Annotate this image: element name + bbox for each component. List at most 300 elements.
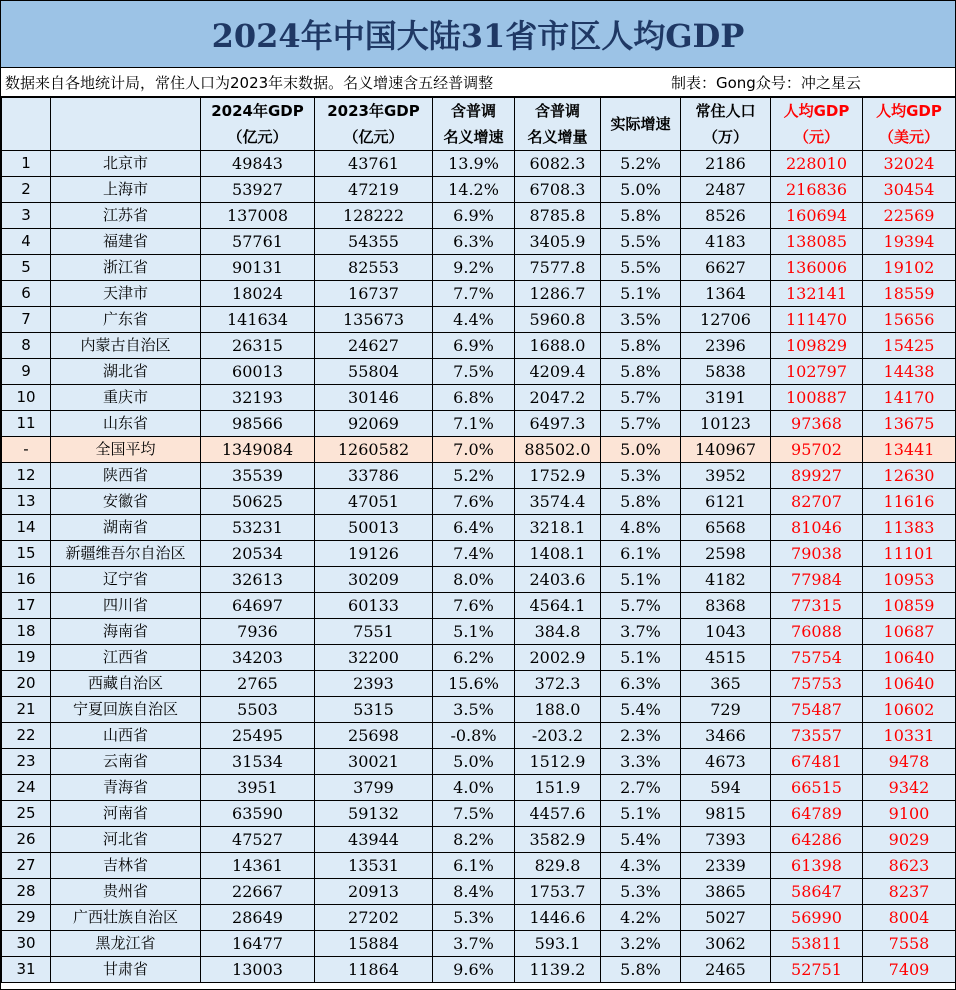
table-row <box>2 515 956 541</box>
population-cell: 2465 <box>681 957 771 983</box>
per-capita-usd-cell: 10602 <box>863 697 956 723</box>
real-growth-cell: 2.7% <box>601 775 681 801</box>
province-name-cell: 重庆市 <box>51 385 201 411</box>
gdp2024-cell: 18024 <box>201 281 315 307</box>
nominal-increase-cell: 1752.9 <box>515 463 601 489</box>
province-name-cell: 甘肃省 <box>51 957 201 983</box>
nominal-growth-cell: 6.4% <box>433 515 515 541</box>
table-row <box>2 255 956 281</box>
population-cell: 4183 <box>681 229 771 255</box>
gdp2024-cell: 25495 <box>201 723 315 749</box>
gdp2023-cell: 30209 <box>315 567 433 593</box>
population-cell: 6627 <box>681 255 771 281</box>
gdp2024-cell: 3951 <box>201 775 315 801</box>
gdp2023-cell: 47051 <box>315 489 433 515</box>
table-row <box>2 541 956 567</box>
nominal-increase-cell: 6082.3 <box>515 151 601 177</box>
gdp2023-cell: 2393 <box>315 671 433 697</box>
table-row <box>2 229 956 255</box>
rank-cell: 20 <box>2 671 51 697</box>
nominal-growth-cell: -0.8% <box>433 723 515 749</box>
per-capita-usd-cell: 10687 <box>863 619 956 645</box>
per-capita-usd-cell: 10640 <box>863 645 956 671</box>
header-rank <box>2 98 51 125</box>
table-row <box>2 411 956 437</box>
gdp2023-cell: 59132 <box>315 801 433 827</box>
nominal-increase-cell: 4209.4 <box>515 359 601 385</box>
gdp2024-cell: 22667 <box>201 879 315 905</box>
header-gdp2023-line2: （亿元） <box>315 124 433 151</box>
gdp2023-cell: 54355 <box>315 229 433 255</box>
population-cell: 10123 <box>681 411 771 437</box>
real-growth-cell: 5.1% <box>601 567 681 593</box>
gdp2023-cell: 33786 <box>315 463 433 489</box>
nominal-growth-cell: 4.4% <box>433 307 515 333</box>
population-cell: 365 <box>681 671 771 697</box>
table-row <box>2 307 956 333</box>
gdp2023-cell: 30021 <box>315 749 433 775</box>
header-name <box>51 98 201 125</box>
header-nominal-growth-line2: 名义增速 <box>433 124 515 151</box>
per-capita-cny-cell: 53811 <box>771 931 863 957</box>
nominal-growth-cell: 4.0% <box>433 775 515 801</box>
rank-cell: 2 <box>2 177 51 203</box>
header-nominal-growth-line1: 含普调 <box>433 98 515 125</box>
province-name-cell: 江西省 <box>51 645 201 671</box>
province-name-cell: 江苏省 <box>51 203 201 229</box>
nominal-growth-cell: 7.5% <box>433 801 515 827</box>
rank-cell: 8 <box>2 333 51 359</box>
province-name-cell: 西藏自治区 <box>51 671 201 697</box>
gdp2023-cell: 128222 <box>315 203 433 229</box>
population-cell: 2598 <box>681 541 771 567</box>
population-cell: 3191 <box>681 385 771 411</box>
nominal-growth-cell: 15.6% <box>433 671 515 697</box>
per-capita-cny-cell: 64286 <box>771 827 863 853</box>
table-row <box>2 463 956 489</box>
population-cell: 140967 <box>681 437 771 463</box>
per-capita-usd-cell: 9100 <box>863 801 956 827</box>
real-growth-cell: 5.3% <box>601 463 681 489</box>
table-row <box>2 775 956 801</box>
population-cell: 4182 <box>681 567 771 593</box>
per-capita-usd-cell: 30454 <box>863 177 956 203</box>
real-growth-cell: 3.3% <box>601 749 681 775</box>
gdp2023-cell: 19126 <box>315 541 433 567</box>
per-capita-cny-cell: 81046 <box>771 515 863 541</box>
nominal-growth-cell: 6.3% <box>433 229 515 255</box>
province-name-cell: 贵州省 <box>51 879 201 905</box>
table-row <box>2 177 956 203</box>
rank-cell: 10 <box>2 385 51 411</box>
table-row <box>2 723 956 749</box>
province-name-cell: 广西壮族自治区 <box>51 905 201 931</box>
gdp2024-cell: 90131 <box>201 255 315 281</box>
gdp2023-cell: 50013 <box>315 515 433 541</box>
per-capita-usd-cell: 13441 <box>863 437 956 463</box>
population-cell: 8368 <box>681 593 771 619</box>
header-gdp2023-line1: 2023年GDP <box>315 98 433 125</box>
rank-cell: 22 <box>2 723 51 749</box>
province-name-cell: 上海市 <box>51 177 201 203</box>
per-capita-usd-cell: 14438 <box>863 359 956 385</box>
per-capita-cny-cell: 89927 <box>771 463 863 489</box>
nominal-growth-cell: 8.4% <box>433 879 515 905</box>
population-cell: 1043 <box>681 619 771 645</box>
province-name-cell: 湖北省 <box>51 359 201 385</box>
gdp2024-cell: 20534 <box>201 541 315 567</box>
population-cell: 3466 <box>681 723 771 749</box>
nominal-increase-cell: 3405.9 <box>515 229 601 255</box>
table-body <box>2 151 956 983</box>
gdp2023-cell: 43944 <box>315 827 433 853</box>
per-capita-usd-cell: 18559 <box>863 281 956 307</box>
rank-cell: 28 <box>2 879 51 905</box>
per-capita-usd-cell: 10331 <box>863 723 956 749</box>
real-growth-cell: 5.8% <box>601 957 681 983</box>
header-nominal-increase-line1: 含普调 <box>515 98 601 125</box>
nominal-increase-cell: 188.0 <box>515 697 601 723</box>
per-capita-cny-cell: 52751 <box>771 957 863 983</box>
real-growth-cell: 5.1% <box>601 645 681 671</box>
real-growth-cell: 5.2% <box>601 151 681 177</box>
population-cell: 12706 <box>681 307 771 333</box>
gdp2024-cell: 53231 <box>201 515 315 541</box>
nominal-increase-cell: 88502.0 <box>515 437 601 463</box>
province-name-cell: 宁夏回族自治区 <box>51 697 201 723</box>
real-growth-cell: 6.3% <box>601 671 681 697</box>
per-capita-cny-cell: 79038 <box>771 541 863 567</box>
per-capita-usd-cell: 19102 <box>863 255 956 281</box>
population-cell: 4673 <box>681 749 771 775</box>
nominal-growth-cell: 6.9% <box>433 203 515 229</box>
per-capita-cny-cell: 66515 <box>771 775 863 801</box>
rank-cell: 3 <box>2 203 51 229</box>
population-cell: 2339 <box>681 853 771 879</box>
population-cell: 594 <box>681 775 771 801</box>
rank-cell: 17 <box>2 593 51 619</box>
per-capita-cny-cell: 77315 <box>771 593 863 619</box>
per-capita-usd-cell: 10953 <box>863 567 956 593</box>
header-population-line2: （万） <box>681 124 771 151</box>
gdp2023-cell: 20913 <box>315 879 433 905</box>
nominal-increase-cell: 2047.2 <box>515 385 601 411</box>
table-row <box>2 957 956 983</box>
per-capita-cny-cell: 100887 <box>771 385 863 411</box>
per-capita-cny-cell: 216836 <box>771 177 863 203</box>
gdp2024-cell: 5503 <box>201 697 315 723</box>
real-growth-cell: 3.5% <box>601 307 681 333</box>
rank-cell: 11 <box>2 411 51 437</box>
gdp2024-cell: 49843 <box>201 151 315 177</box>
gdp2023-cell: 24627 <box>315 333 433 359</box>
per-capita-usd-cell: 11616 <box>863 489 956 515</box>
population-cell: 2186 <box>681 151 771 177</box>
province-name-cell: 山西省 <box>51 723 201 749</box>
province-name-cell: 海南省 <box>51 619 201 645</box>
per-capita-cny-cell: 97368 <box>771 411 863 437</box>
per-capita-usd-cell: 10640 <box>863 671 956 697</box>
province-name-cell: 北京市 <box>51 151 201 177</box>
real-growth-cell: 5.8% <box>601 489 681 515</box>
page-title: 2024年中国大陆31省市区人均GDP <box>1 1 955 68</box>
per-capita-usd-cell: 8237 <box>863 879 956 905</box>
rank-cell: 19 <box>2 645 51 671</box>
nominal-increase-cell: 8785.8 <box>515 203 601 229</box>
rank-cell: 21 <box>2 697 51 723</box>
real-growth-cell: 5.8% <box>601 333 681 359</box>
gdp2023-cell: 135673 <box>315 307 433 333</box>
table-row <box>2 359 956 385</box>
table-row <box>2 151 956 177</box>
nominal-increase-cell: 372.3 <box>515 671 601 697</box>
gdp2023-cell: 92069 <box>315 411 433 437</box>
gdp2024-cell: 13003 <box>201 957 315 983</box>
nominal-increase-cell: 593.1 <box>515 931 601 957</box>
real-growth-cell: 5.5% <box>601 255 681 281</box>
nominal-increase-cell: 151.9 <box>515 775 601 801</box>
nominal-growth-cell: 7.4% <box>433 541 515 567</box>
per-capita-usd-cell: 7558 <box>863 931 956 957</box>
table-row <box>2 879 956 905</box>
nominal-increase-cell: 1446.6 <box>515 905 601 931</box>
rank-cell: 1 <box>2 151 51 177</box>
rank-cell: 14 <box>2 515 51 541</box>
gdp2023-cell: 43761 <box>315 151 433 177</box>
gdp2023-cell: 30146 <box>315 385 433 411</box>
table-row <box>2 645 956 671</box>
gdp2024-cell: 57761 <box>201 229 315 255</box>
province-name-cell: 陕西省 <box>51 463 201 489</box>
nominal-increase-cell: 1753.7 <box>515 879 601 905</box>
nominal-increase-cell: 5960.8 <box>515 307 601 333</box>
nominal-increase-cell: 1286.7 <box>515 281 601 307</box>
nominal-increase-cell: 6497.3 <box>515 411 601 437</box>
province-name-cell: 四川省 <box>51 593 201 619</box>
nominal-growth-cell: 7.1% <box>433 411 515 437</box>
real-growth-cell: 4.8% <box>601 515 681 541</box>
per-capita-cny-cell: 82707 <box>771 489 863 515</box>
gdp2024-cell: 16477 <box>201 931 315 957</box>
rank-cell: 9 <box>2 359 51 385</box>
gdp2024-cell: 64697 <box>201 593 315 619</box>
population-cell: 1364 <box>681 281 771 307</box>
per-capita-cny-cell: 102797 <box>771 359 863 385</box>
gdp2023-cell: 3799 <box>315 775 433 801</box>
table-row <box>2 697 956 723</box>
per-capita-cny-cell: 75487 <box>771 697 863 723</box>
rank-cell: 23 <box>2 749 51 775</box>
header-rank-blank <box>2 124 51 151</box>
real-growth-cell: 5.3% <box>601 879 681 905</box>
nominal-increase-cell: 3574.4 <box>515 489 601 515</box>
rank-cell: 30 <box>2 931 51 957</box>
rank-cell: 31 <box>2 957 51 983</box>
province-name-cell: 云南省 <box>51 749 201 775</box>
table-row <box>2 567 956 593</box>
gdp2023-cell: 16737 <box>315 281 433 307</box>
nominal-growth-cell: 5.3% <box>433 905 515 931</box>
nominal-growth-cell: 6.2% <box>433 645 515 671</box>
header-per-capita-usd-line2: （美元） <box>863 124 956 151</box>
population-cell: 6568 <box>681 515 771 541</box>
nominal-growth-cell: 7.6% <box>433 593 515 619</box>
per-capita-cny-cell: 58647 <box>771 879 863 905</box>
per-capita-cny-cell: 75753 <box>771 671 863 697</box>
real-growth-cell: 5.8% <box>601 203 681 229</box>
rank-cell: 29 <box>2 905 51 931</box>
gdp2023-cell: 5315 <box>315 697 433 723</box>
real-growth-cell: 5.7% <box>601 411 681 437</box>
table-row <box>2 749 956 775</box>
per-capita-cny-cell: 75754 <box>771 645 863 671</box>
province-name-cell: 山东省 <box>51 411 201 437</box>
real-growth-cell: 2.3% <box>601 723 681 749</box>
gdp2023-cell: 1260582 <box>315 437 433 463</box>
nominal-increase-cell: 2403.6 <box>515 567 601 593</box>
table-row <box>2 853 956 879</box>
per-capita-cny-cell: 95702 <box>771 437 863 463</box>
nominal-growth-cell: 3.7% <box>433 931 515 957</box>
nominal-growth-cell: 8.0% <box>433 567 515 593</box>
population-cell: 6121 <box>681 489 771 515</box>
nominal-increase-cell: 6708.3 <box>515 177 601 203</box>
province-name-cell: 全国平均 <box>51 437 201 463</box>
gdp2024-cell: 47527 <box>201 827 315 853</box>
per-capita-usd-cell: 11101 <box>863 541 956 567</box>
population-cell: 9815 <box>681 801 771 827</box>
nominal-increase-cell: 3582.9 <box>515 827 601 853</box>
header-gdp2024-line1: 2024年GDP <box>201 98 315 125</box>
author-note: 制表：Gong众号：冲之星云 <box>671 73 861 92</box>
per-capita-usd-cell: 22569 <box>863 203 956 229</box>
province-name-cell: 安徽省 <box>51 489 201 515</box>
per-capita-usd-cell: 9029 <box>863 827 956 853</box>
rank-cell: 5 <box>2 255 51 281</box>
nominal-increase-cell: 829.8 <box>515 853 601 879</box>
gdp2023-cell: 82553 <box>315 255 433 281</box>
per-capita-usd-cell: 8623 <box>863 853 956 879</box>
per-capita-usd-cell: 19394 <box>863 229 956 255</box>
per-capita-usd-cell: 32024 <box>863 151 956 177</box>
gdp2024-cell: 32613 <box>201 567 315 593</box>
nominal-growth-cell: 9.2% <box>433 255 515 281</box>
per-capita-usd-cell: 9478 <box>863 749 956 775</box>
gdp-table <box>1 97 956 983</box>
nominal-increase-cell: 1512.9 <box>515 749 601 775</box>
population-cell: 4515 <box>681 645 771 671</box>
gdp2023-cell: 47219 <box>315 177 433 203</box>
header-real-growth: 实际增速 <box>601 98 681 151</box>
gdp2024-cell: 34203 <box>201 645 315 671</box>
gdp2024-cell: 14361 <box>201 853 315 879</box>
per-capita-usd-cell: 15425 <box>863 333 956 359</box>
gdp2023-cell: 32200 <box>315 645 433 671</box>
gdp2023-cell: 11864 <box>315 957 433 983</box>
population-cell: 3952 <box>681 463 771 489</box>
population-cell: 3062 <box>681 931 771 957</box>
header-name-blank <box>51 124 201 151</box>
rank-cell: 12 <box>2 463 51 489</box>
nominal-growth-cell: 6.9% <box>433 333 515 359</box>
nominal-increase-cell: 4564.1 <box>515 593 601 619</box>
gdp2024-cell: 1349084 <box>201 437 315 463</box>
province-name-cell: 浙江省 <box>51 255 201 281</box>
table-row <box>2 619 956 645</box>
real-growth-cell: 3.2% <box>601 931 681 957</box>
real-growth-cell: 5.8% <box>601 359 681 385</box>
province-name-cell: 河北省 <box>51 827 201 853</box>
province-name-cell: 湖南省 <box>51 515 201 541</box>
source-note-row <box>1 68 955 97</box>
real-growth-cell: 3.7% <box>601 619 681 645</box>
per-capita-usd-cell: 15656 <box>863 307 956 333</box>
per-capita-cny-cell: 76088 <box>771 619 863 645</box>
gdp2023-cell: 13531 <box>315 853 433 879</box>
nominal-growth-cell: 7.5% <box>433 359 515 385</box>
header-nominal-increase-line2: 名义增量 <box>515 124 601 151</box>
header-per-capita-cny-line1: 人均GDP <box>771 98 863 125</box>
per-capita-cny-cell: 228010 <box>771 151 863 177</box>
real-growth-cell: 5.4% <box>601 827 681 853</box>
rank-cell: 16 <box>2 567 51 593</box>
nominal-increase-cell: 1688.0 <box>515 333 601 359</box>
gdp2024-cell: 53927 <box>201 177 315 203</box>
per-capita-usd-cell: 10859 <box>863 593 956 619</box>
nominal-increase-cell: 4457.6 <box>515 801 601 827</box>
per-capita-cny-cell: 56990 <box>771 905 863 931</box>
table-row <box>2 281 956 307</box>
per-capita-usd-cell: 9342 <box>863 775 956 801</box>
real-growth-cell: 5.0% <box>601 437 681 463</box>
nominal-growth-cell: 5.2% <box>433 463 515 489</box>
rank-cell: 26 <box>2 827 51 853</box>
real-growth-cell: 4.3% <box>601 853 681 879</box>
population-cell: 2487 <box>681 177 771 203</box>
per-capita-cny-cell: 160694 <box>771 203 863 229</box>
province-name-cell: 吉林省 <box>51 853 201 879</box>
per-capita-cny-cell: 132141 <box>771 281 863 307</box>
per-capita-cny-cell: 77984 <box>771 567 863 593</box>
nominal-growth-cell: 6.1% <box>433 853 515 879</box>
gdp2024-cell: 137008 <box>201 203 315 229</box>
gdp2024-cell: 141634 <box>201 307 315 333</box>
header-population-line1: 常住人口 <box>681 98 771 125</box>
nominal-increase-cell: 7577.8 <box>515 255 601 281</box>
table-row <box>2 671 956 697</box>
rank-cell: - <box>2 437 51 463</box>
nominal-increase-cell: 1139.2 <box>515 957 601 983</box>
nominal-growth-cell: 9.6% <box>433 957 515 983</box>
per-capita-cny-cell: 109829 <box>771 333 863 359</box>
per-capita-usd-cell: 12630 <box>863 463 956 489</box>
province-name-cell: 黑龙江省 <box>51 931 201 957</box>
per-capita-usd-cell: 13675 <box>863 411 956 437</box>
rank-cell: 24 <box>2 775 51 801</box>
gdp2024-cell: 2765 <box>201 671 315 697</box>
nominal-increase-cell: 2002.9 <box>515 645 601 671</box>
per-capita-usd-cell: 14170 <box>863 385 956 411</box>
per-capita-cny-cell: 64789 <box>771 801 863 827</box>
province-name-cell: 新疆维吾尔自治区 <box>51 541 201 567</box>
province-name-cell: 福建省 <box>51 229 201 255</box>
per-capita-cny-cell: 67481 <box>771 749 863 775</box>
table-row <box>2 593 956 619</box>
gdp2024-cell: 50625 <box>201 489 315 515</box>
rank-cell: 7 <box>2 307 51 333</box>
nominal-increase-cell: -203.2 <box>515 723 601 749</box>
national-average-row <box>2 437 956 463</box>
